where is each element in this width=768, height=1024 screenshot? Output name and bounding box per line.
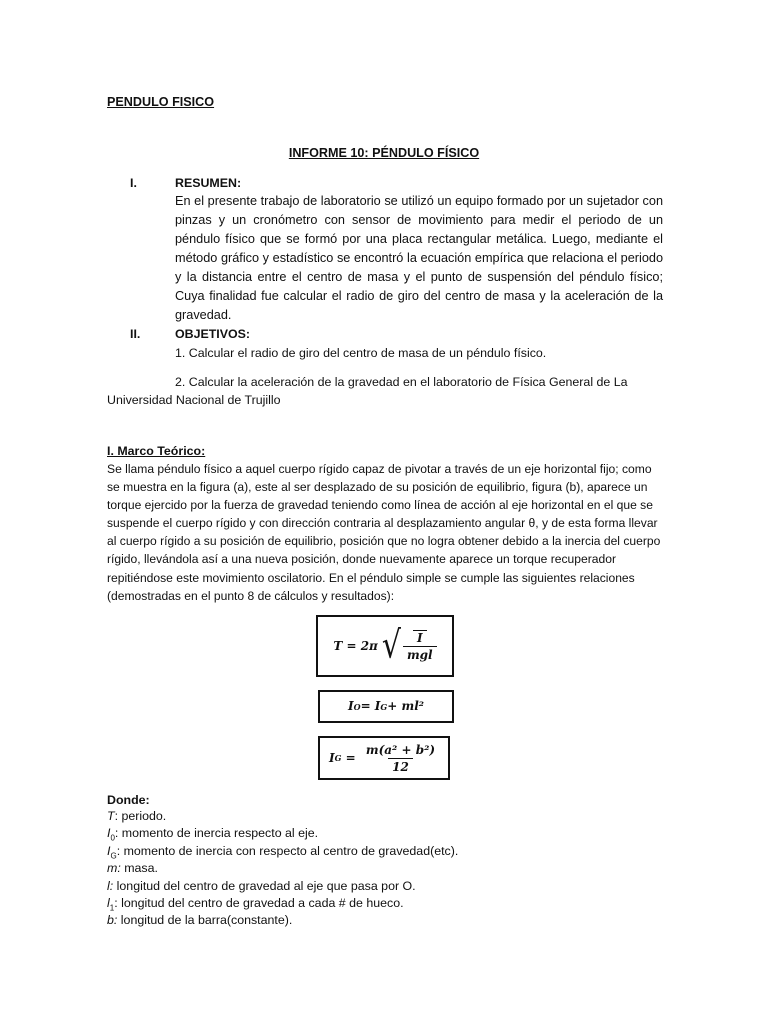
formula-ml2-term: + ml²	[387, 699, 425, 714]
definition-subscript: 1	[109, 903, 115, 913]
formula-ig-plate: I G = $\frac{\text{m(a² + b²)}}{12}$	[318, 736, 450, 780]
definition-subscript: G	[110, 851, 117, 861]
formula-period	[316, 615, 454, 677]
definition-item	[107, 843, 667, 860]
definition-symbol: T	[107, 809, 115, 823]
resumen-paragraph: En el presente trabajo de laboratorio se utilizó un equipo formado por un sujetador con pinzas y un cronómetro con sensor de movimiento para medir el periodo de un péndulo físico que se formó por una placa rectangular metálica. Luego, mediante el método gráfico y estadístico se encontró la ecuación empírica que relaciona el periodo y la distancia entre el centro de masa y el punto de suspensión del péndulo físico; Cuya finalidad fue calcular el radio de giro del centro de masa y la aceleración de la gravedad.	[175, 194, 663, 322]
formula-ig-equals: =	[341, 750, 360, 765]
formula-ig-den: 12	[388, 758, 413, 774]
definition-text: longitud del centro de gravedad a cada # de hueco.	[121, 895, 404, 910]
definition-text: longitud de la barra(constante).	[120, 913, 293, 928]
definition-text: masa.	[124, 861, 158, 876]
definition-item	[107, 825, 667, 842]
section-heading-resumen: RESUMEN:	[175, 176, 242, 190]
formula-ig-fraction	[362, 743, 439, 774]
formula-period-lhs: T = 2π	[333, 638, 378, 653]
definition-symbol: I	[107, 843, 111, 858]
definition-subscript: 0	[110, 833, 115, 843]
definition-symbol: l	[107, 895, 110, 910]
definition-separator: :	[114, 809, 122, 823]
definition-item	[107, 860, 667, 877]
formula-ig-symbol: = I	[360, 699, 381, 714]
definition-separator: :	[114, 826, 122, 841]
section-number-objetivos: II.	[130, 327, 141, 341]
definition-item	[107, 895, 667, 912]
objective-item-2: 2. Calcular la aceleración de la gravedad en el laboratorio de Física General de La Universidad Nacional de Trujillo	[107, 375, 628, 408]
definition-text: longitud del centro de gravedad al eje que pasa por O.	[116, 878, 416, 893]
marco-teorico-heading: I. Marco Teórico:	[107, 444, 206, 458]
section-heading-objetivos: OBJETIVOS:	[175, 327, 251, 341]
definition-separator: :	[116, 843, 124, 858]
formula-ig-num: m(a² + b²)	[365, 742, 436, 757]
sqrt-symbol: √ $\frac{I}{\text{mgl}}$	[382, 630, 437, 662]
marco-teorico-paragraph: Se llama péndulo físico a aquel cuerpo rígido capaz de pivotar a través de un eje horizontal fijo; como se muestra en la figura (a), este al ser desplazado de su posición de equilibrio, figura (b), aparece un torque ejercido por la fuerza de gravedad teniendo como línea de acción al eje horizontal en el que se suspende el cuerpo rígido y con dirección contraria al desplazamiento angular θ, y de esta forma llevar al cuerpo rígido a su posición de equilibrio, posición que no logra obtener debido a la inercia del cuerpo rígido, llevándola así a una nueva posición, donde nuevamente aparece un torque recuperador repitiéndose este movimiento oscilatorio. En el péndulo simple se cumple las siguientes relaciones (demostradas en el punto 8 de cálculos y resultados):	[107, 462, 661, 603]
section-number-resumen: I.	[130, 176, 137, 190]
definition-symbol: m:	[107, 861, 121, 876]
definition-list	[107, 808, 667, 930]
donde-heading: Donde:	[107, 793, 150, 807]
definition-symbol: l:	[107, 878, 114, 893]
definition-symbol: I	[107, 826, 111, 841]
definition-text: periodo.	[121, 809, 167, 823]
formula-parallel-axis: I O = I G + ml²	[318, 690, 454, 723]
definition-item	[107, 808, 667, 825]
definition-text: momento de inercia con respecto al centro de gravedad(etc).	[123, 843, 459, 858]
definition-item	[107, 912, 667, 929]
formula-period-num: I	[413, 630, 427, 646]
formula-period-fraction	[403, 630, 437, 662]
page-title: PENDULO FISICO	[107, 95, 215, 109]
formula-period-den: mgl	[403, 646, 437, 662]
definition-separator: :	[114, 895, 122, 910]
formula-ig-lhs: I	[328, 750, 335, 765]
definition-item	[107, 878, 667, 895]
definition-text: momento de inercia respecto al eje.	[121, 826, 319, 841]
objective-item-1: 1. Calcular el radio de giro del centro de masa de un péndulo físico.	[175, 346, 547, 360]
report-title: INFORME 10: PÉNDULO FÍSICO	[288, 146, 480, 160]
formula-io-symbol: I	[347, 699, 354, 714]
definition-symbol: b:	[107, 913, 118, 928]
